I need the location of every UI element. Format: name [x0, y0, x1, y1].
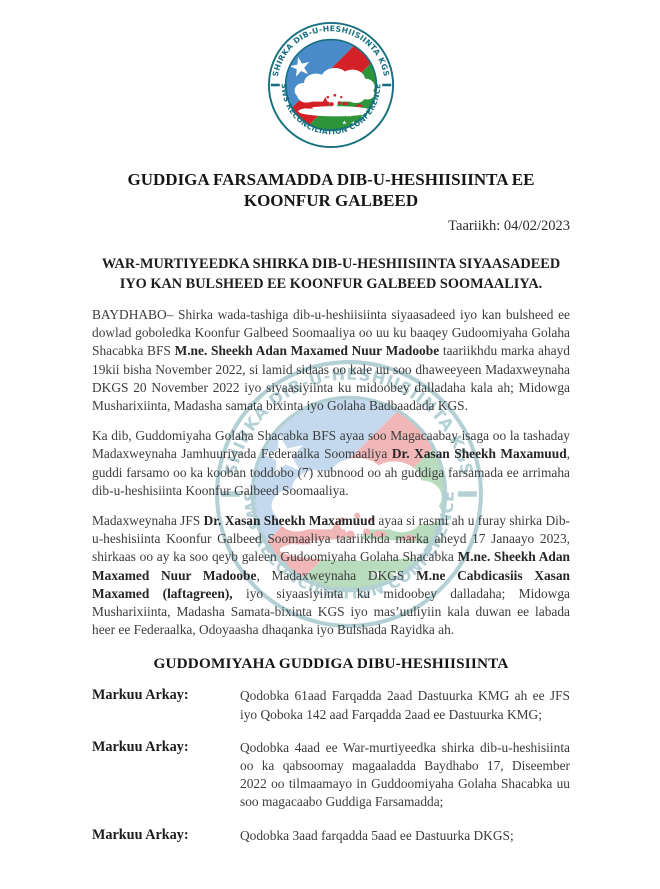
text-run: , guddi farsamo oo ka kooban toddobo (7) xubnood oo ah guddiga farsamada ee arrimaha dib-u-heshisiinta Koonfur Galbeed Soomaaliya.	[92, 446, 570, 498]
paragraph	[92, 512, 570, 639]
resolution-label: Markuu Arkay:	[92, 687, 189, 704]
resolution-label: Markuu Arkay:	[92, 826, 189, 843]
document-subtitle: WAR-MURTIYEEDKA SHIRKA DIB-U-HESHIISIINTA SIYAASADEED IYO KAN BULSHEED EE KOONFUR GALBEED SOOMAALIYA.	[101, 256, 561, 292]
paragraph	[92, 427, 570, 500]
text-run: BAYDHABO– Shirka wada-tashiga dib-u-heshiisiinta siyaasadeed iyo kan bulsheed ee dowlad goboledka Koonfur Galbeed Soomaaliya oo uu ku baaqey Gudoomiyaha Golaha Shacabka BFS	[92, 307, 570, 359]
title-line-2: KOONFUR GALBEED	[243, 191, 419, 210]
text-run: taariikhdu marka ahayd 19kii bisha November 2022, si lamid sidaas oo kale uu soo dhaweeyeen Madaxweynaha DKGS 20 November 2022 iyo siyaasiyiinta ku midoobey dalladaha kala ah; Midowga Musharixiinta, Madasha samata bixinta iyo Golaha Badbaadada KGS.	[92, 343, 570, 414]
resolution-row	[92, 687, 570, 723]
resolutions-list	[92, 687, 570, 844]
title-line-1: GUDDIGA FARSAMADDA DIB-U-HESHIISIINTA EE	[127, 170, 535, 189]
resolution-label: Markuu Arkay:	[92, 738, 189, 755]
text-run: , Madaxweynaha DKGS	[256, 567, 417, 583]
text-run: iyo siyaasiyiinta ku midoobey dalladaha; Midowga Musharixiinta, Madasha Samata-bixinta KGS iyo mas’uuliyiin kala duwan ee labada heer ee Federaalka, Odoyaasha dhaqanka iyo Bulshada Rayidka ah.	[92, 585, 570, 638]
organization-logo	[267, 21, 395, 149]
body-paragraphs	[92, 306, 570, 639]
resolution-row	[92, 739, 570, 812]
bold-run: M.ne Cabdicasiis Xasan Maxamed (laftagreen),	[92, 567, 570, 601]
document-date: Taariikh: 04/02/2023	[448, 218, 570, 234]
bold-run: Dr. Xasan Sheekh Maxamuud	[391, 446, 567, 462]
resolution-row	[92, 827, 570, 845]
resolution-text: Qodobka 4aad ee War-murtiyeedka shirka dib-u-heshisiinta oo ka qabsoomay magaaladda Baydhabo 17, Diseember 2022 oo tilmaamayo in Guddoomiyaha Golaha Shacabka uu soo magacaabo Guddiga Farsamadda;	[240, 739, 570, 810]
resolution-text: Qodobka 61aad Farqadda 2aad Dastuurka KMG ah ee JFS iyo Qoboka 142 aad Farqadda 2aad ee Dastuurka KMG;	[240, 688, 570, 722]
paragraph	[92, 306, 570, 415]
resolution-text: Qodobka 3aad farqadda 5aad ee Dastuurka DKGS;	[240, 827, 514, 843]
text-run: Ka dib, Guddomiyaha Golaha Shacabka BFS ayaa soo Magacaabay isaga oo la tashaday Madaxweynaha Jamhuuriyada Federaalka Soomaaliya	[92, 428, 570, 462]
text-run: ayaa si rasmi ah u furay shirka Dib-u-heshisiinta Koonfur Galbeed Soomaaliya taariikhda marka aheyd 17 Janaayo 2023, shirkaas oo ay ka soo qeyb galeen Gudoomiyaha Golaha Shacabka	[92, 513, 570, 565]
bold-run: Dr. Xasan Sheekh Maxamuud	[203, 513, 376, 529]
text-run: Madaxweynaha JFS	[92, 513, 204, 529]
section-heading: GUDDOMIYAHA GUDDIGA DIBU-HESHIISIINTA	[153, 655, 509, 673]
logo-row	[92, 0, 570, 149]
bold-run: M.ne. Sheekh Adan Maxamed Nuur Madoobe	[92, 549, 571, 583]
document-title	[92, 169, 570, 211]
bold-run: M.ne. Sheekh Adan Maxamed Nuur Madoobe	[174, 343, 440, 359]
